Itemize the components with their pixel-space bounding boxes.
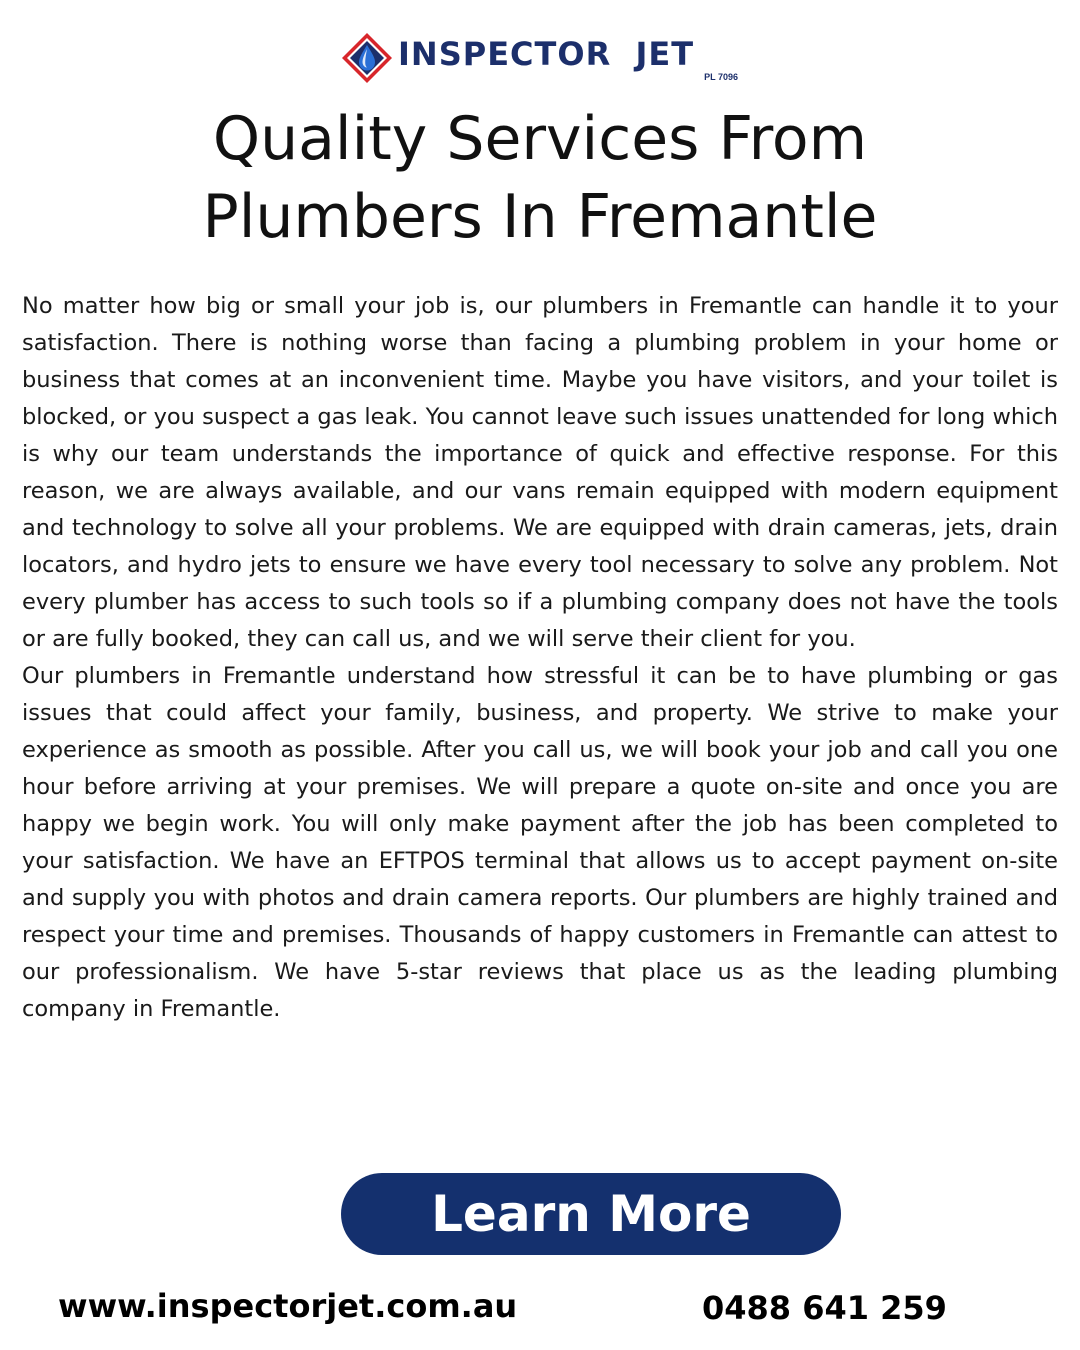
body-copy bbox=[22, 288, 1058, 1028]
page-title bbox=[0, 100, 1080, 256]
body-paragraph-2: Our plumbers in Fremantle understand how stressful it can be to have plumbing or gas issues that could affect your family, business, and property. We strive to make your experience as smooth as possible. After you call us, we will book your job and call you one hour before arriving at your premises. We will prepare a quote on-site and once you are happy we begin work. You will only make payment after the job has been completed to your satisfaction. We have an EFTPOS terminal that allows us to accept payment on-site and supply you with photos and drain camera reports. Our plumbers are highly trained and respect your time and premises. Thousands of happy customers in Fremantle can attest to our professionalism. We have 5-star reviews that place us as the leading plumbing company in Fremantle. bbox=[22, 663, 1058, 1022]
page-title-line-1: Quality Services From bbox=[212, 104, 868, 174]
logo-wordmark bbox=[398, 30, 740, 86]
logo-licence-number: PL 7096 bbox=[704, 72, 738, 82]
brand-logo bbox=[340, 30, 740, 86]
learn-more-button[interactable]: Learn More bbox=[341, 1173, 841, 1255]
body-paragraph-1: No matter how big or small your job is, our plumbers in Fremantle can handle it to your satisfaction. There is nothing worse than facing a plumbing problem in your home or business that comes at an inconvenient time. Maybe you have visitors, and your toilet is blocked, or you suspect a gas leak. You cannot leave such issues unattended for long which is why our team understands the importance of quick and effective response. For this reason, we are always available, and our vans remain equipped with modern equipment and technology to solve all your problems. We are equipped with drain cameras, jets, drain locators, and hydro jets to ensure we have every tool necessary to solve any problem. Not every plumber has access to such tools so if a plumbing company does not have the tools or are fully booked, they can call us, and we will serve their client for you. bbox=[22, 293, 1058, 652]
water-drop-diamond-icon bbox=[340, 31, 394, 85]
logo-brand-name: INSPECTOR JET bbox=[398, 35, 695, 73]
page-title-line-2: Plumbers In Fremantle bbox=[202, 182, 878, 252]
website-link[interactable]: www.inspectorjet.com.au bbox=[58, 1287, 518, 1325]
phone-number-link[interactable]: 0488 641 259 bbox=[702, 1289, 947, 1327]
